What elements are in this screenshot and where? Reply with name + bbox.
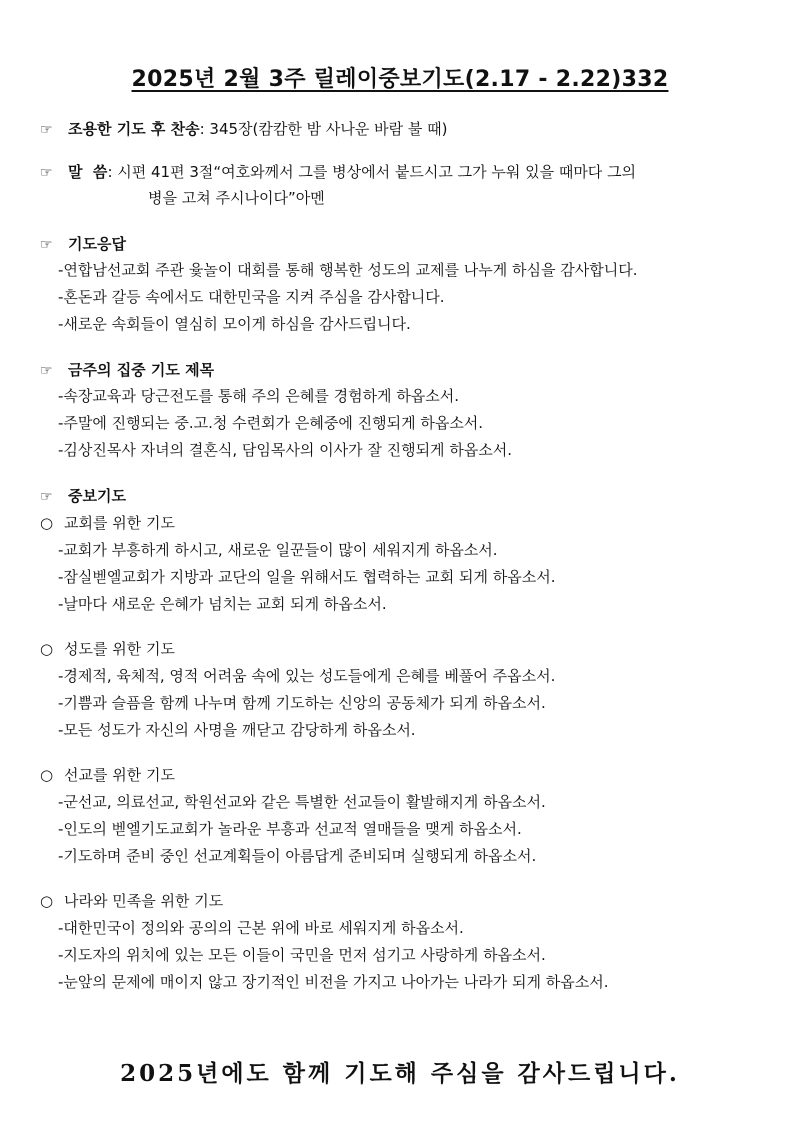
intercession-heading [40,485,126,508]
circle-bullet-icon: ○ [40,892,54,910]
answers-heading [40,233,126,256]
list-item: -혼돈과 갈등 속에서도 대한민국을 지켜 주심을 감사합니다. [58,288,445,306]
closing-message: 2025년에도 함께 기도해 주심을 감사드립니다. [120,1060,680,1087]
circle-bullet-icon: ○ [40,766,54,784]
list-item: -기도하며 준비 중인 선교계획들이 아름답게 준비되며 실행되게 하옵소서. [58,847,537,865]
intercession-heading-text: 중보기도 [68,487,126,505]
list-item: -기쁨과 슬픔을 함께 나누며 함께 기도하는 신앙의 공동체가 되게 하옵소서. [58,694,546,712]
pointing-hand-icon: ☞ [40,122,53,138]
group-title-nation [40,890,223,912]
word-label: 말 씀 [68,163,108,181]
list-item: -속장교육과 당근전도를 통해 주의 은혜를 경험하게 하옵소서. [58,387,460,405]
circle-bullet-icon: ○ [40,640,54,658]
list-item: -대한민국이 정의와 공의의 근본 위에 바로 세워지게 하옵소서. [58,919,464,937]
list-item: -모든 성도가 자신의 사명을 깨닫고 감당하게 하옵소서. [58,721,416,739]
pointing-hand-icon: ☞ [40,165,53,181]
pointing-hand-icon: ☞ [40,237,53,253]
page-title: 2025년 2월 3주 릴레이중보기도(2.17 - 2.22)332 [131,67,669,92]
list-item: -눈앞의 문제에 매이지 않고 장기적인 비전을 가지고 나아가는 나라가 되게 하옵소서. [58,973,609,991]
word-line [40,161,636,184]
list-item: -연합남선교회 주관 윷놀이 대회를 통해 행복한 성도의 교제를 나누게 하심을 감사합니다. [58,261,638,279]
list-item: -인도의 벧엘기도교회가 놀라운 부흥과 선교적 열매들을 맺게 하옵소서. [58,820,522,838]
group-title-church [40,512,175,534]
answers-heading-text: 기도응답 [68,235,126,253]
focus-heading-text: 금주의 집중 기도 제목 [68,361,215,379]
list-item: -날마다 새로운 은혜가 넘치는 교회 되게 하옵소서. [58,595,387,613]
list-item: -교회가 부흥하게 하시고, 새로운 일꾼들이 많이 세워지게 하옵소서. [58,541,498,559]
group-title-text: 나라와 민족을 위한 기도 [64,892,224,910]
list-item: -지도자의 위치에 있는 모든 이들이 국민을 먼저 섬기고 사랑하게 하옵소서. [58,946,546,964]
group-title-text: 선교를 위한 기도 [64,766,175,784]
circle-bullet-icon: ○ [40,514,54,532]
group-title-text: 성도를 위한 기도 [64,640,175,658]
pointing-hand-icon: ☞ [40,489,53,505]
list-item: -경제적, 육체적, 영적 어려움 속에 있는 성도들에게 은혜를 베풀어 주옵소서. [58,667,556,685]
list-item: -잠실벧엘교회가 지방과 교단의 일을 위해서도 협력하는 교회 되게 하옵소서. [58,568,556,586]
list-item: -군선교, 의료선교, 학원선교와 같은 특별한 선교들이 활발해지게 하옵소서. [58,793,546,811]
focus-heading [40,359,214,382]
group-title-saints [40,638,175,660]
hymn-text: : 345장(캄캄한 밤 사나운 바람 불 때) [199,120,448,138]
list-item: -새로운 속회들이 열심히 모이게 하심을 감사드립니다. [58,315,411,333]
hymn-line [40,118,447,141]
list-item: -김상진목사 자녀의 결혼식, 담임목사의 이사가 잘 진행되게 하옵소서. [58,441,513,459]
group-title-mission [40,764,175,786]
word-text-line1: : 시편 41편 3절“여호와께서 그를 병상에서 붙드시고 그가 누워 있을 때마다 그의 [107,163,637,181]
word-text-line2: 병을 고쳐 주시나이다”아멘 [148,189,325,207]
pointing-hand-icon: ☞ [40,363,53,379]
group-title-text: 교회를 위한 기도 [64,514,175,532]
hymn-label: 조용한 기도 후 찬송 [68,120,200,138]
list-item: -주말에 진행되는 중.고.청 수련회가 은혜중에 진행되게 하옵소서. [58,414,484,432]
